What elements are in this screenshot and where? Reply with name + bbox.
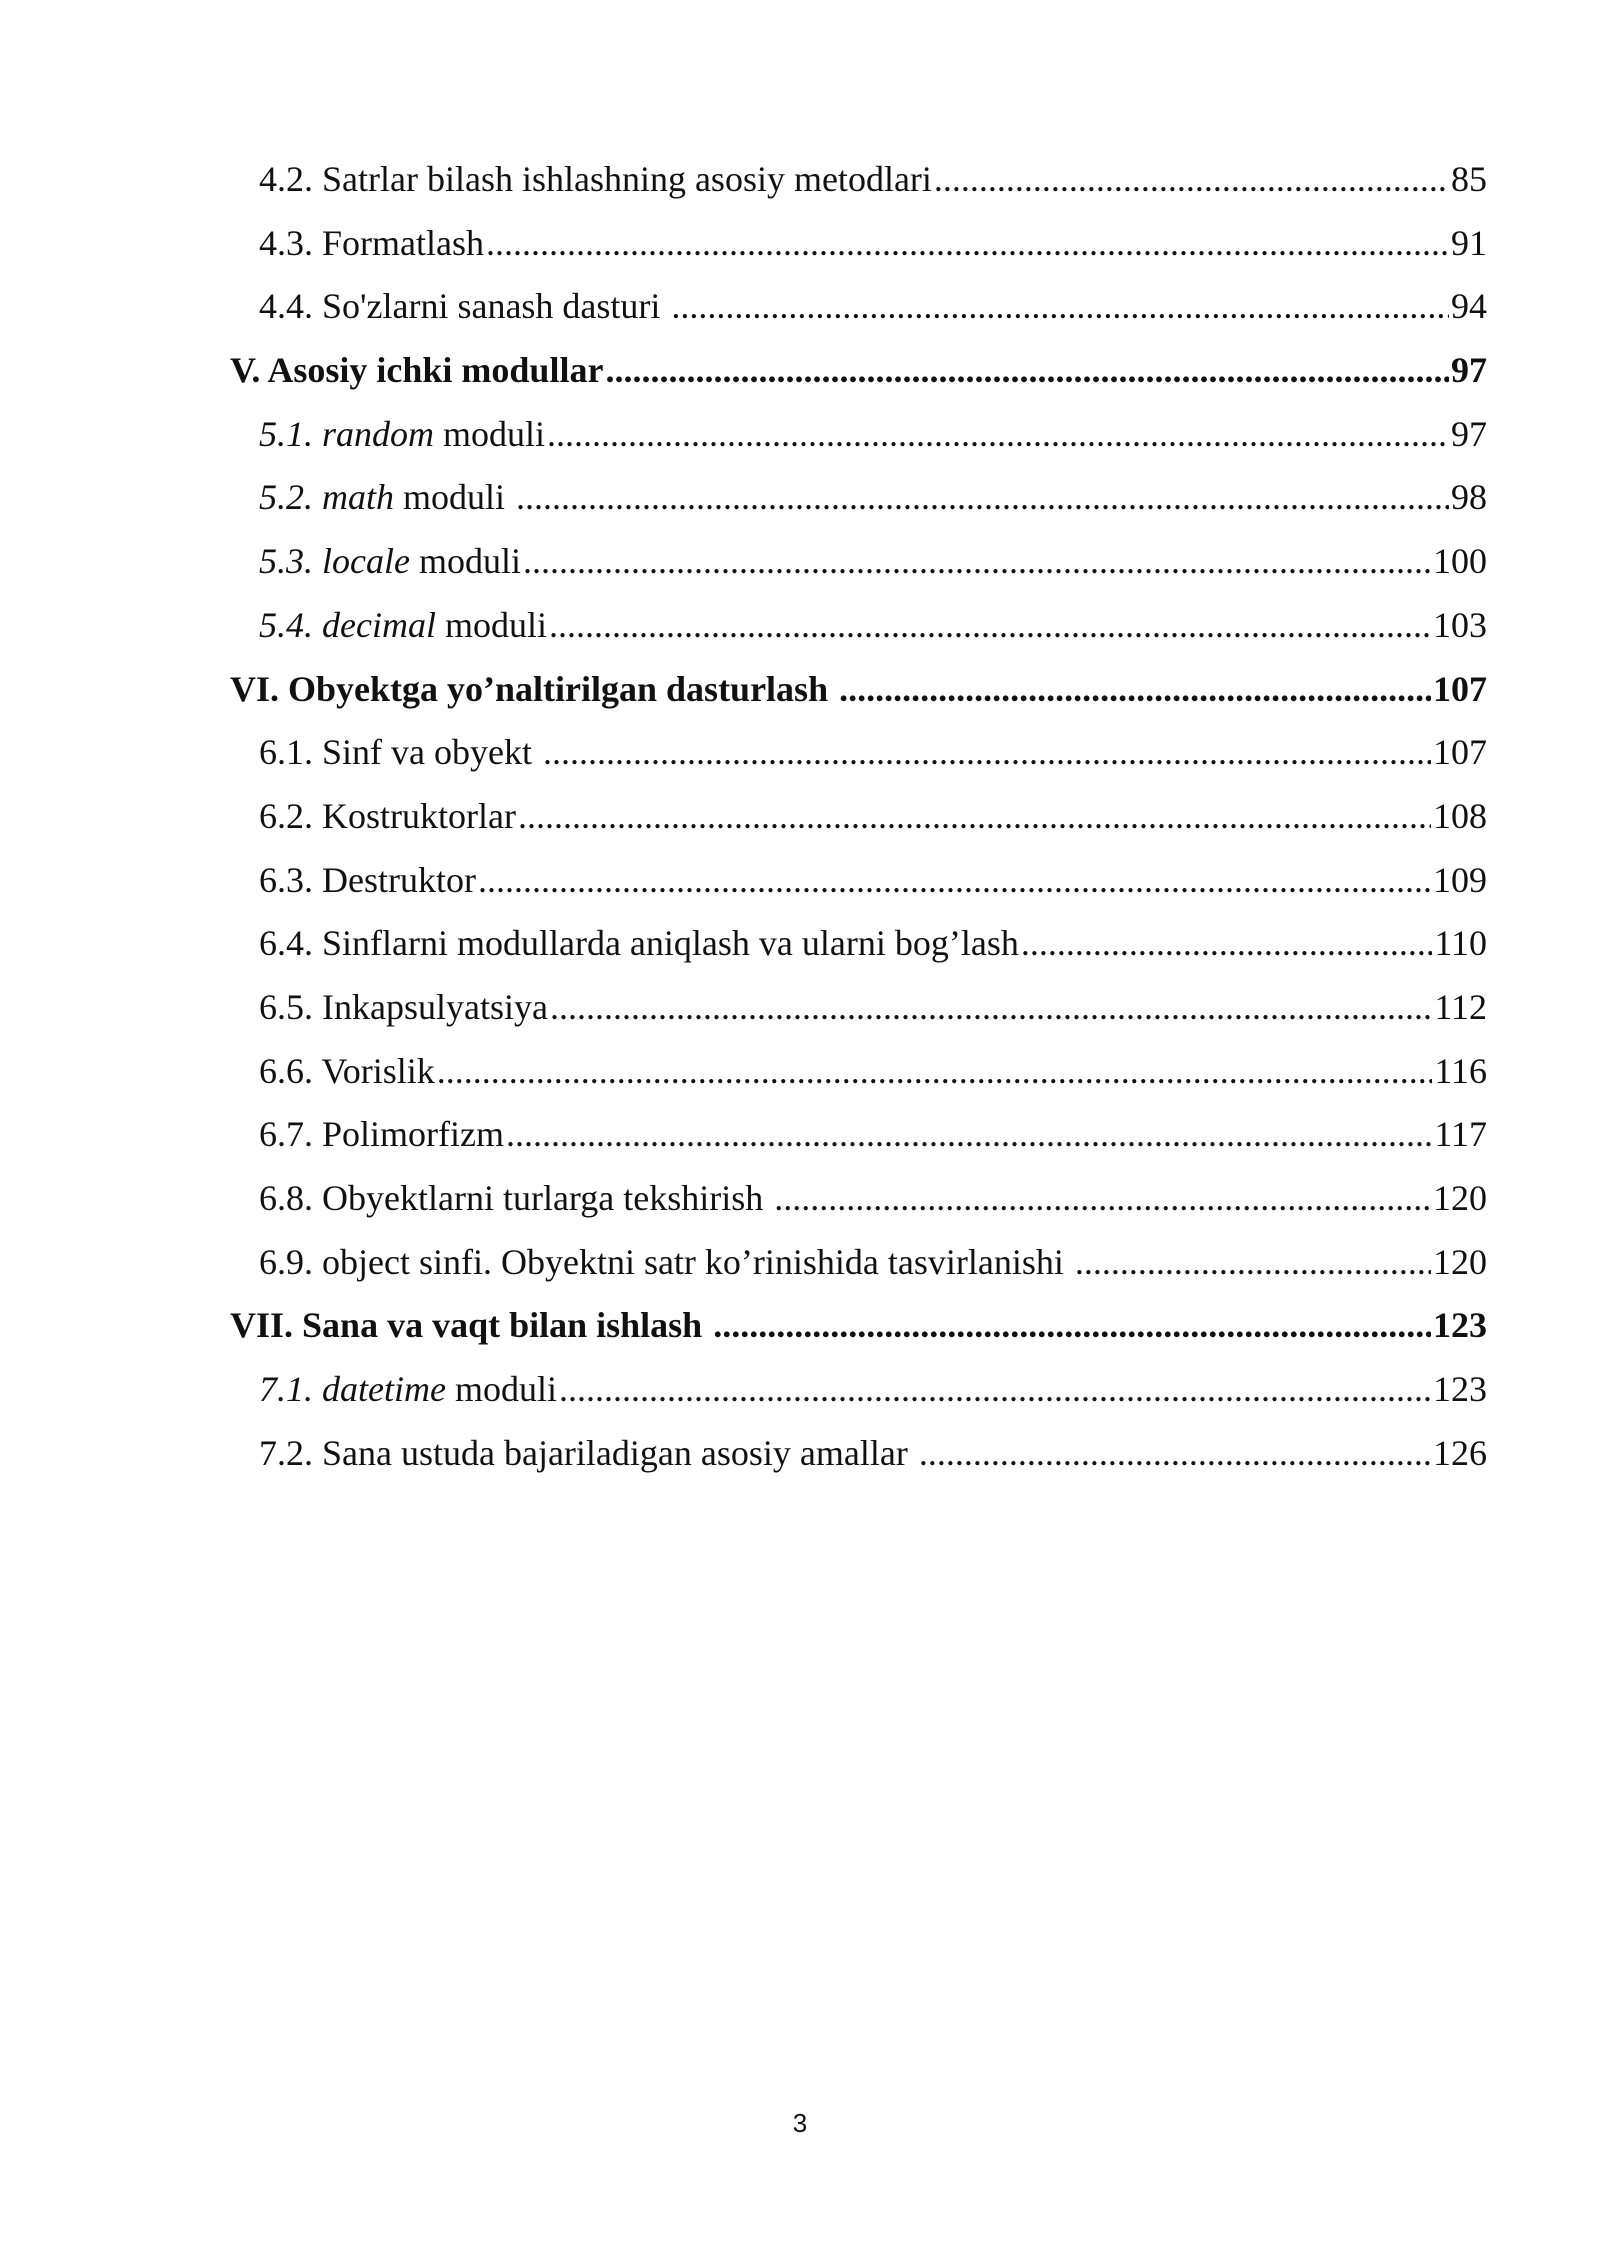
toc-entry-label: Vorislik <box>321 1050 435 1091</box>
toc-entry-title <box>230 658 837 722</box>
toc-page-number: 108 <box>1433 795 1487 836</box>
toc-section-entry <box>230 275 1487 339</box>
toc-dot-leader <box>1075 1231 1431 1295</box>
toc-page-number: 85 <box>1451 159 1487 199</box>
toc-entry-label: Obyektga yo’naltirilgan dasturlash <box>288 668 838 709</box>
toc-entry-title <box>259 976 548 1040</box>
toc-entry-label: Sinf va obyekt <box>322 732 541 773</box>
toc-page-number: 126 <box>1433 1432 1487 1473</box>
toc-page-number: 97 <box>1451 413 1487 454</box>
toc-entry-title <box>259 1040 435 1104</box>
toc-entry-number: 5.3. <box>259 541 322 582</box>
toc-entry-label: Kostruktorlar <box>322 795 516 836</box>
toc-entry-label: moduli <box>434 413 546 454</box>
toc-page-number: 112 <box>1434 986 1487 1027</box>
toc-chapter-entry <box>230 658 1487 722</box>
toc-section-entry <box>230 912 1487 976</box>
toc-dot-leader <box>605 339 1449 403</box>
toc-entry-title <box>259 912 1019 976</box>
toc-section-entry <box>230 212 1487 276</box>
toc-entry-number: 6.3. <box>259 859 322 900</box>
toc-entry-title <box>259 403 545 467</box>
toc-entry-number: 6.7. <box>259 1114 322 1155</box>
toc-page-number: 110 <box>1434 923 1487 964</box>
toc-entry-label: moduli <box>409 541 521 582</box>
toc-entry-title <box>259 1167 772 1231</box>
toc-section-entry <box>230 1358 1487 1422</box>
toc-entry-label: Inkapsulyatsiya <box>322 986 548 1027</box>
toc-entry-number: 5.2. <box>259 477 322 518</box>
toc-entry-title <box>259 1422 917 1486</box>
toc-entry-number: 6.9. <box>259 1241 322 1282</box>
toc-entry-label: moduli <box>394 477 515 518</box>
toc-entry-label: Polimorfizm <box>322 1114 504 1155</box>
toc-entry-title <box>259 212 484 276</box>
toc-section-entry <box>230 1040 1487 1104</box>
toc-entry-module-name: datetime <box>322 1369 446 1410</box>
toc-page-number: 97 <box>1451 350 1487 391</box>
toc-entry-number: 6.8. <box>259 1178 322 1218</box>
toc-entry-label: Destruktor <box>322 859 476 900</box>
toc-entry-number: 6.1. <box>259 732 322 773</box>
toc-entry-module-name: random <box>322 413 435 454</box>
toc-section-entry <box>230 721 1487 785</box>
toc-entry-number: 7.2. <box>259 1432 322 1473</box>
toc-dot-leader <box>516 466 1449 530</box>
toc-page-number: 107 <box>1433 668 1487 709</box>
toc-page-number: 103 <box>1433 604 1487 645</box>
toc-section-entry <box>230 530 1487 594</box>
toc-entry-label: Sana ustuda bajariladigan asosiy amallar <box>322 1432 917 1473</box>
toc-entry-title <box>259 275 669 339</box>
toc-page-number: 117 <box>1434 1114 1487 1155</box>
toc-entry-number: VI. <box>230 668 289 709</box>
toc-dot-leader <box>523 530 1431 594</box>
toc-entry-title <box>230 339 603 403</box>
toc-entry-module-name: locale <box>322 541 410 582</box>
toc-dot-leader <box>671 275 1449 339</box>
toc-entry-label: moduli <box>435 604 547 645</box>
toc-entry-number: 6.2. <box>259 795 322 836</box>
toc-dot-leader <box>559 1358 1431 1422</box>
toc-entry-number: 4.4. <box>259 286 322 327</box>
toc-dot-leader <box>839 658 1431 722</box>
toc-entry-number: 6.4. <box>259 923 322 964</box>
toc-entry-label: Sinflarni modullarda aniqlash va ularni bog’lash <box>322 923 1019 964</box>
toc-dot-leader <box>506 1103 1432 1167</box>
toc-section-entry <box>230 466 1487 530</box>
toc-entry-label: So'zlarni sanash dasturi <box>322 286 670 327</box>
toc-entry-number: VII. <box>230 1305 303 1346</box>
toc-dot-leader <box>934 148 1449 212</box>
toc-entry-label: Obyektlarni turlarga tekshirish <box>322 1178 773 1218</box>
toc-page-number: 100 <box>1433 541 1487 582</box>
toc-section-entry <box>230 148 1487 212</box>
toc-dot-leader <box>543 721 1431 785</box>
toc-entry-label: Satrlar bilash ishlashning asosiy metodlari <box>322 159 932 199</box>
toc-entry-title <box>259 1358 557 1422</box>
toc-page-number: 91 <box>1451 222 1487 263</box>
toc-page-number: 116 <box>1434 1050 1487 1091</box>
toc-entry-title <box>259 1103 504 1167</box>
toc-dot-leader <box>547 403 1449 467</box>
toc-page-number: 98 <box>1451 477 1487 518</box>
toc-entry-number: 6.5. <box>259 986 322 1027</box>
toc-entry-number: V. <box>230 350 268 391</box>
toc-entry-title <box>259 466 514 530</box>
toc-entry-title <box>259 594 547 658</box>
page-number: 3 <box>792 2108 808 2138</box>
toc-section-entry <box>230 594 1487 658</box>
toc-entry-module-name: math <box>322 477 394 518</box>
toc-page-number: 120 <box>1433 1178 1487 1218</box>
toc-dot-leader <box>1021 912 1432 976</box>
toc-dot-leader <box>919 1422 1431 1486</box>
toc-section-entry <box>230 785 1487 849</box>
toc-entry-number: 4.2. <box>259 159 322 199</box>
toc-page-number: 120 <box>1433 1241 1487 1282</box>
toc-entry-label: Formatlash <box>322 222 484 263</box>
toc-section-entry <box>230 1103 1487 1167</box>
toc-page-number: 109 <box>1433 859 1487 900</box>
toc-entry-title <box>259 721 541 785</box>
toc-dot-leader <box>518 785 1431 849</box>
toc-entry-module-name: decimal <box>322 604 436 645</box>
toc-dot-leader <box>549 594 1431 658</box>
toc-entry-number: 5.4. <box>259 604 322 645</box>
toc-dot-leader <box>486 212 1449 276</box>
toc-entry-number: 6.6. <box>259 1050 322 1091</box>
toc-entry-number: 7.1. <box>259 1369 322 1410</box>
toc-dot-leader <box>713 1294 1431 1358</box>
toc-section-entry <box>230 1231 1487 1295</box>
toc-page-number: 107 <box>1433 732 1487 773</box>
toc-page-number: 123 <box>1433 1305 1487 1346</box>
toc-entry-label: object sinfi. Obyektni satr ko’rinishida tasvirlanishi <box>322 1241 1073 1282</box>
toc-entry-number: 4.3. <box>259 222 322 263</box>
toc-entry-title <box>259 785 516 849</box>
toc-entry-title <box>230 1294 711 1358</box>
toc-entry-label: Asosiy ichki modullar <box>267 350 604 391</box>
toc-dot-leader <box>550 976 1432 1040</box>
toc-dot-leader <box>478 849 1431 913</box>
toc-entry-label: moduli <box>445 1369 557 1410</box>
toc-section-entry <box>230 976 1487 1040</box>
table-of-contents <box>230 148 1487 1485</box>
toc-section-entry <box>230 1422 1487 1486</box>
toc-entry-title <box>259 530 521 594</box>
toc-section-entry <box>230 403 1487 467</box>
toc-section-entry <box>230 1167 1487 1231</box>
toc-page-number: 123 <box>1433 1369 1487 1410</box>
toc-chapter-entry <box>230 339 1487 403</box>
toc-entry-title <box>259 148 932 212</box>
toc-entry-number: 5.1. <box>259 413 322 454</box>
toc-section-entry <box>230 849 1487 913</box>
toc-chapter-entry <box>230 1294 1487 1358</box>
toc-dot-leader <box>437 1040 1433 1104</box>
toc-entry-title <box>259 849 476 913</box>
toc-entry-label: Sana va vaqt bilan ishlash <box>302 1305 712 1346</box>
toc-entry-title <box>259 1231 1073 1295</box>
toc-page-number: 94 <box>1451 286 1487 327</box>
toc-dot-leader <box>774 1167 1431 1231</box>
